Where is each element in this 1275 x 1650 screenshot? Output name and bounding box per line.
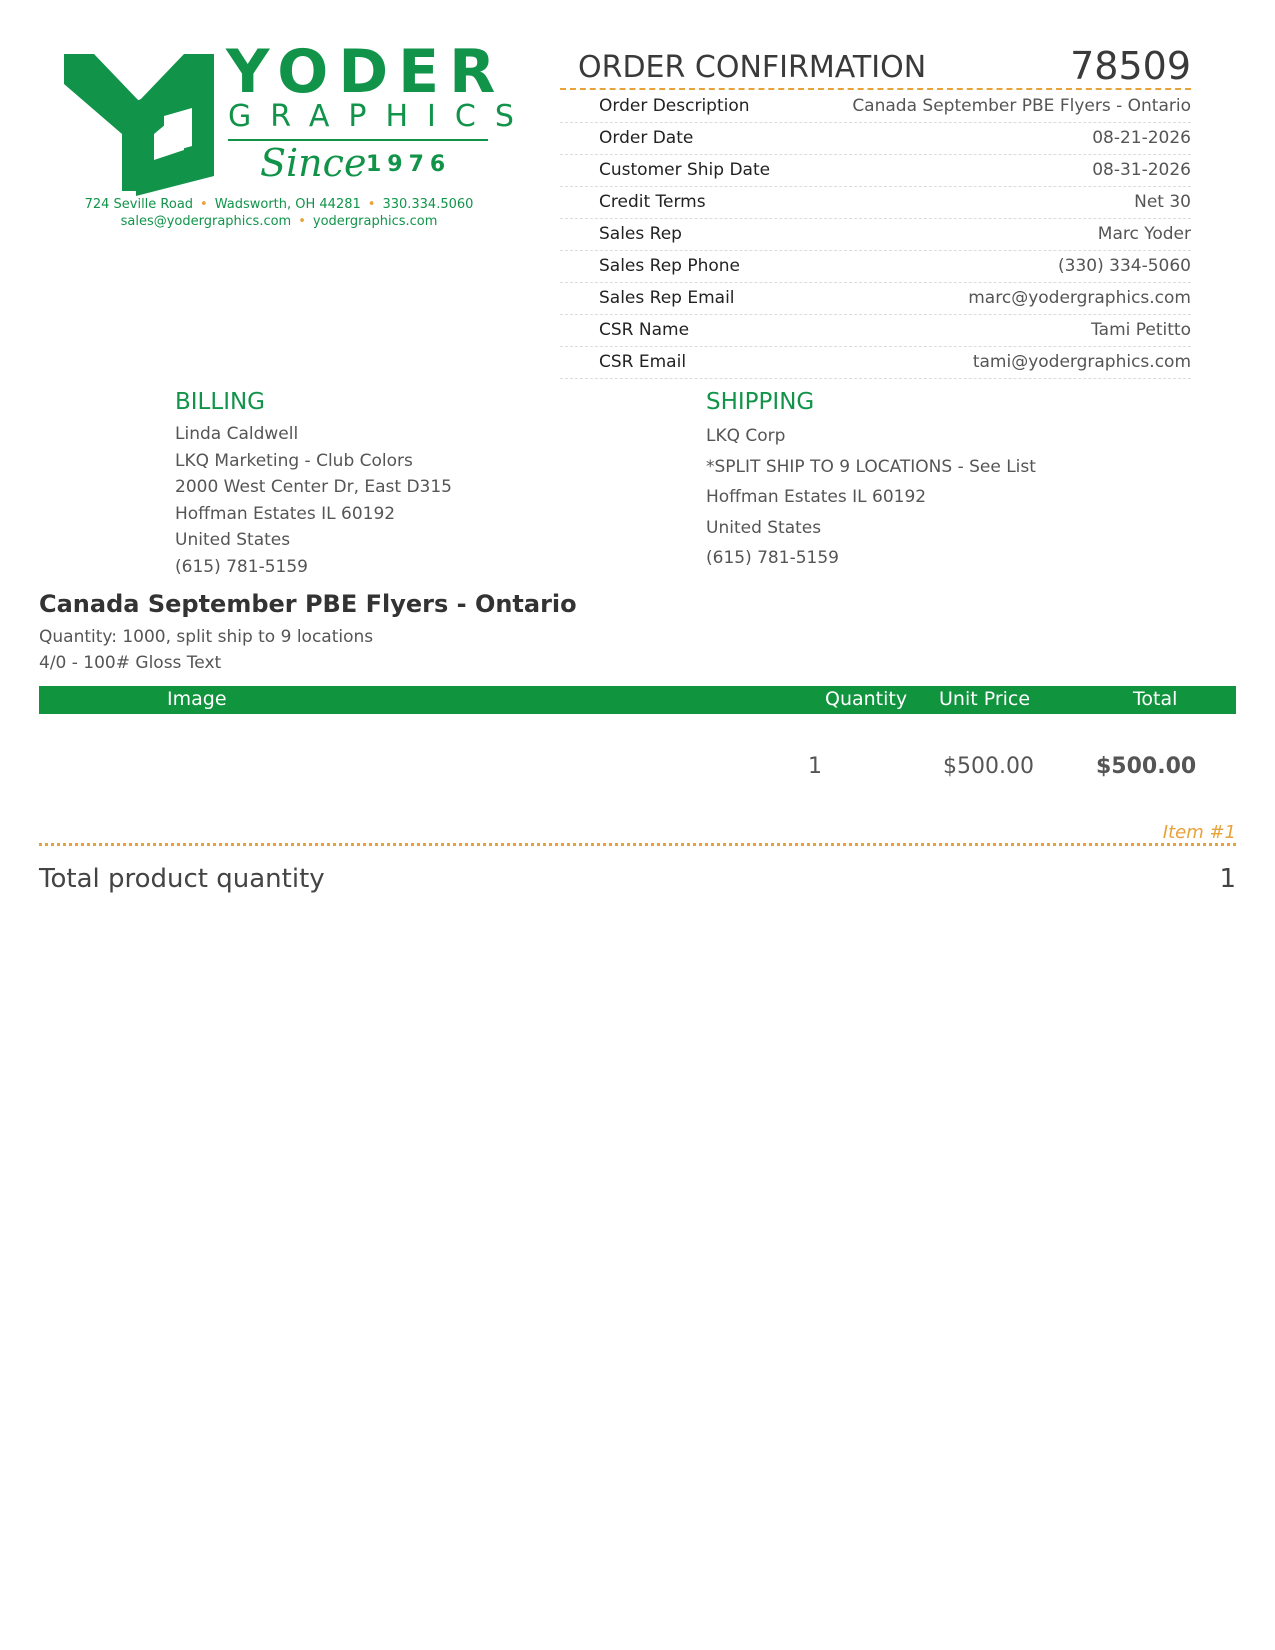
company-web-line (64, 214, 494, 229)
shipping-heading: SHIPPING (706, 389, 815, 415)
detail-value: marc@yodergraphics.com (968, 288, 1191, 308)
order-details (560, 91, 1191, 379)
billing-line: LKQ Marketing - Club Colors (175, 450, 413, 471)
detail-label: Order Description (599, 96, 750, 116)
shipping-address (706, 389, 1036, 574)
detail-value: (330) 334-5060 (1058, 256, 1191, 276)
column-header-image: Image (167, 688, 227, 710)
shipping-line: (615) 781-5159 (706, 548, 839, 568)
billing-line: 2000 West Center Dr, East D315 (175, 477, 452, 497)
logo-since-year: 1976 (366, 152, 452, 177)
billing-line: (615) 781-5159 (175, 556, 308, 577)
logo-subwordmark: GRAPHICS (228, 99, 533, 134)
billing-line: Linda Caldwell (175, 424, 299, 444)
product-detail: 4/0 - 100# Gloss Text (39, 653, 222, 673)
item-unit-price: $500.00 (943, 754, 1034, 779)
detail-row (560, 347, 1191, 379)
company-email: sales@yodergraphics.com (120, 214, 292, 229)
detail-value: 08-31-2026 (1092, 160, 1191, 180)
detail-row (560, 283, 1191, 315)
detail-row (560, 123, 1191, 155)
detail-value: Marc Yoder (1097, 224, 1191, 244)
total-quantity-value: 1 (1219, 864, 1236, 894)
billing-line: United States (175, 530, 291, 550)
order-title: ORDER CONFIRMATION (578, 50, 927, 85)
total-quantity-label: Total product quantity (39, 864, 325, 894)
shipping-line: *SPLIT SHIP TO 9 LOCATIONS - See List (706, 456, 1036, 477)
bullet-icon: • (200, 197, 208, 212)
company-address: 724 Seville Road (84, 197, 194, 212)
detail-label: Sales Rep (599, 224, 682, 244)
detail-value: Tami Petitto (1091, 320, 1191, 340)
order-number: 78509 (1070, 44, 1191, 88)
detail-row (560, 187, 1191, 219)
column-header-quantity: Quantity (825, 688, 908, 710)
bullet-icon: • (367, 197, 376, 212)
detail-row (560, 315, 1191, 347)
logo-wordmark: YODER (226, 37, 506, 107)
company-phone: 330.334.5060 (382, 197, 474, 212)
detail-value: tami@yodergraphics.com (972, 352, 1191, 372)
detail-label: Sales Rep Phone (599, 256, 741, 276)
detail-row (560, 155, 1191, 187)
billing-address (175, 389, 452, 580)
item-number-tag: Item #1 (1162, 822, 1236, 843)
item-quantity: 1 (808, 754, 822, 779)
yg-monogram-icon (64, 46, 214, 196)
company-logo (64, 37, 533, 246)
order-title-divider (560, 88, 1191, 90)
shipping-line: Hoffman Estates IL 60192 (706, 487, 927, 507)
column-header-unit-price: Unit Price (939, 688, 1031, 710)
column-header-total: Total (1133, 688, 1178, 710)
billing-line: Hoffman Estates IL 60192 (175, 503, 396, 524)
detail-value: Net 30 (1134, 192, 1191, 212)
detail-label: Order Date (599, 128, 694, 148)
detail-value: 08-21-2026 (1092, 128, 1191, 148)
product-title: Canada September PBE Flyers - Ontario (39, 590, 577, 618)
detail-label: Credit Terms (599, 192, 706, 212)
shipping-line: United States (706, 517, 822, 538)
item-total: $500.00 (1096, 754, 1197, 779)
items-table-header (39, 686, 1236, 714)
detail-label: Sales Rep Email (599, 288, 735, 308)
detail-row (560, 91, 1191, 123)
company-address-line (64, 197, 494, 212)
company-website: yodergraphics.com (312, 214, 438, 229)
bullet-icon: • (298, 214, 306, 229)
product-detail: Quantity: 1000, split ship to 9 locations (39, 627, 374, 647)
detail-label: Customer Ship Date (599, 160, 771, 180)
logo-since-script: Since (260, 141, 367, 185)
detail-row (560, 251, 1191, 283)
company-city: Wadsworth, OH 44281 (214, 197, 361, 212)
item-divider (39, 843, 1236, 846)
shipping-line: LKQ Corp (706, 426, 786, 446)
billing-heading: BILLING (175, 389, 266, 415)
detail-label: CSR Name (599, 320, 690, 340)
detail-value: Canada September PBE Flyers - Ontario (852, 96, 1191, 116)
detail-label: CSR Email (599, 352, 687, 372)
detail-row (560, 219, 1191, 251)
